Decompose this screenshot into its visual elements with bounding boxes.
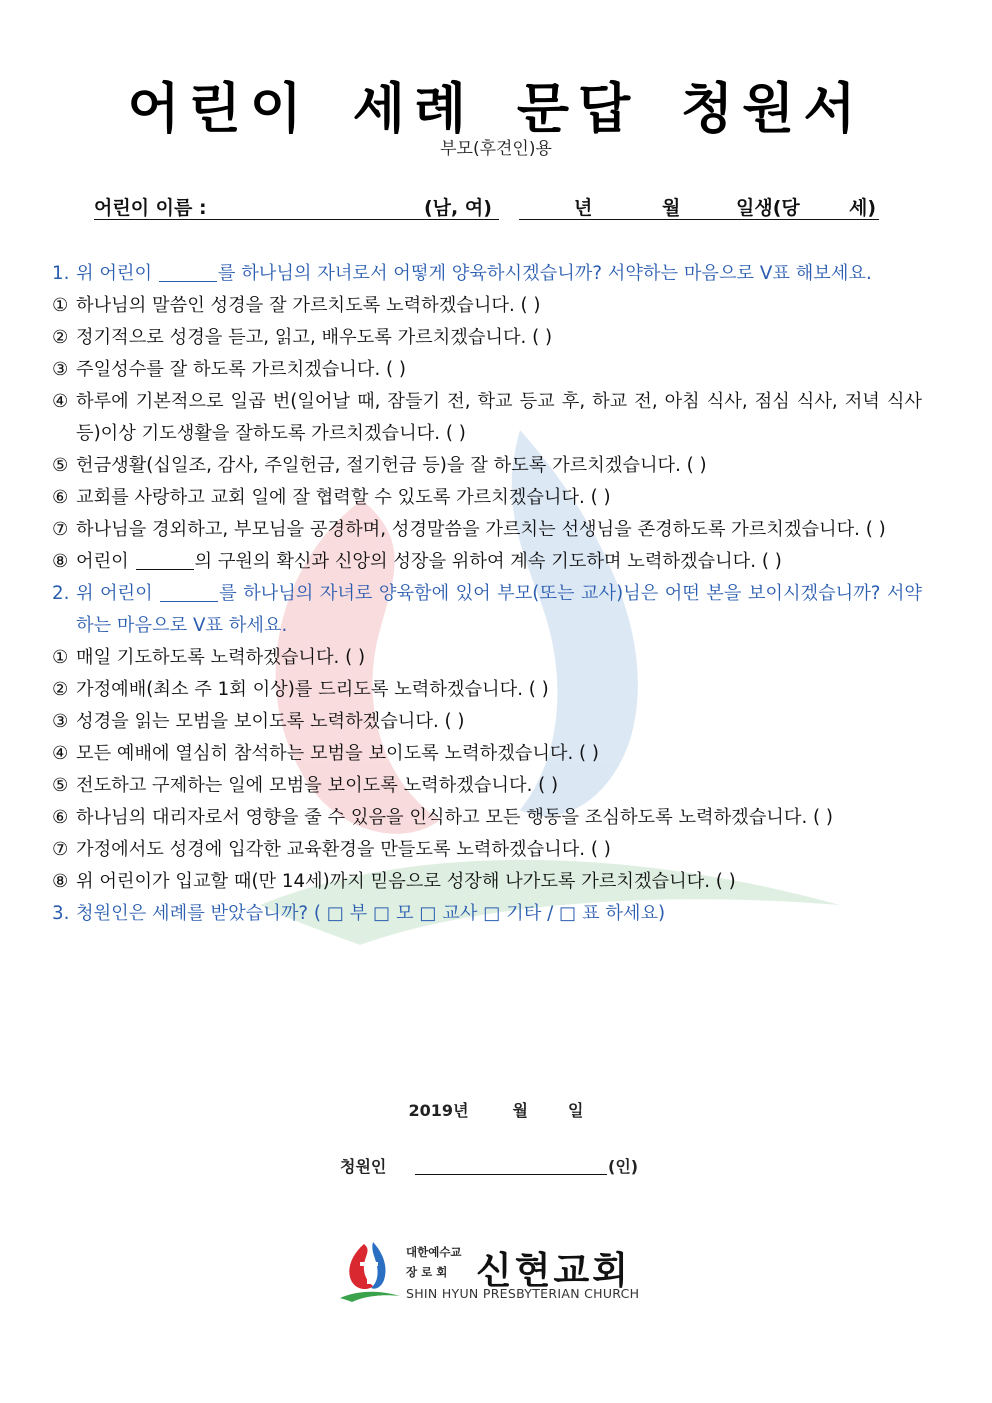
seal-label: (인)	[608, 1157, 639, 1176]
item-text: 매일 기도하도록 노력하겠습니다. ( )	[76, 647, 366, 668]
item-number: ⑦	[52, 839, 69, 860]
question-text-end: 를 하나님의 자녀로서 어떻게 양육하시겠습니까? 서약하는 마음으로 V표 해보세요.	[217, 263, 872, 284]
item-text: 하나님의 말씀인 성경을 잘 가르치도록 노력하겠습니다. ( )	[76, 295, 541, 316]
questions-body	[52, 258, 922, 930]
q1-item-2[interactable]	[52, 322, 922, 354]
q1-item-4[interactable]	[52, 386, 922, 450]
q2-item-3[interactable]	[52, 706, 922, 738]
question-text-end: 를 하나님의 자녀로 양육함에 있어 부모(또는 교사)님은 어떤 본을 보이시겠습니까? 서약하는 마음으로 V표 하세요.	[76, 583, 923, 636]
question-2	[52, 578, 922, 642]
item-text-start: 어린이	[76, 551, 135, 572]
item-number: ⑥	[52, 487, 69, 508]
birthdate-underline[interactable]	[519, 219, 879, 220]
item-number: ⑥	[52, 807, 69, 828]
age-label: 세)	[849, 197, 877, 219]
child-name-blank[interactable]	[160, 581, 218, 602]
q1-item-7[interactable]	[52, 514, 922, 546]
denomination-line-2: 장 로 회	[406, 1265, 448, 1279]
child-name-label: 어린이 이름 :	[94, 197, 207, 219]
item-number: ④	[52, 743, 69, 764]
item-number: ⑦	[52, 519, 69, 540]
q2-item-8[interactable]	[52, 866, 922, 898]
item-text: 하나님의 대리자로서 영향을 줄 수 있음을 인식하고 모든 행동을 조심하도록 노력하겠습니다. ( )	[76, 807, 833, 828]
q1-item-5[interactable]	[52, 450, 922, 482]
item-text: 교회를 사랑하고 교회 일에 잘 협력할 수 있도록 가르치겠습니다. ( )	[76, 487, 611, 508]
item-number: ③	[52, 359, 69, 380]
petitioner-label: 청원인	[340, 1157, 387, 1176]
item-number: ①	[52, 295, 69, 316]
question-text-start: 위 어린이	[76, 583, 160, 604]
signature-line[interactable]	[415, 1174, 607, 1175]
church-english-name: SHIN HYUN PRESBYTERIAN CHURCH	[406, 1286, 640, 1301]
question-number: 1.	[52, 263, 70, 284]
denomination-line-1: 대한예수교	[406, 1245, 462, 1259]
item-text: 전도하고 구제하는 일에 모범을 보이도록 노력하겠습니다. ( )	[76, 775, 559, 796]
q2-item-7[interactable]	[52, 834, 922, 866]
birth-month-label: 월	[662, 197, 681, 219]
item-text: 가정에서도 성경에 입각한 교육환경을 만들도록 노력하겠습니다. ( )	[76, 839, 611, 860]
item-text: 하루에 기본적으로 일곱 번(일어날 때, 잠들기 전, 학교 등교 후, 하교 전, 아침 식사, 점심 식사, 저녁 식사 등)이상 기도생활을 잘하도록 가르치겠습니다. ( )	[76, 391, 922, 444]
q1-item-6[interactable]	[52, 482, 922, 514]
q1-item-8[interactable]	[52, 546, 922, 578]
birth-year-label: 년	[574, 197, 593, 219]
item-text: 가정예배(최소 주 1회 이상)를 드리도록 노력하겠습니다. ( )	[76, 679, 549, 700]
church-logo	[340, 1238, 640, 1308]
church-name: 신현교회	[476, 1249, 631, 1292]
item-number: ②	[52, 679, 69, 700]
question-1	[52, 258, 922, 290]
item-text: 하나님을 경외하고, 부모님을 공경하며, 성경말씀을 가르치는 선생님을 존경하도록 가르치겠습니다. ( )	[76, 519, 886, 540]
question-text: 청원인은 세례를 받았습니까? ( □ 부 □ 모 □ 교사 □ 기타 / □ 표 하세요)	[76, 903, 666, 924]
q1-item-1[interactable]	[52, 290, 922, 322]
date-row	[0, 1098, 992, 1121]
form-title: 어린이 세례 문답 청원서	[127, 77, 865, 140]
child-name-blank[interactable]	[159, 261, 217, 282]
item-text: 위 어린이가 입교할 때(만 14세)까지 믿음으로 성장해 나가도록 가르치겠습니다. ( )	[76, 871, 736, 892]
item-number: ⑧	[52, 871, 69, 892]
q2-item-4[interactable]	[52, 738, 922, 770]
item-number: ①	[52, 647, 69, 668]
item-number: ④	[52, 391, 69, 412]
q1-item-3[interactable]	[52, 354, 922, 386]
q2-item-5[interactable]	[52, 770, 922, 802]
form-subtitle: 부모(후견인)용	[440, 139, 552, 159]
question-3[interactable]	[52, 898, 922, 930]
date-year: 2019년	[408, 1101, 469, 1120]
signature-row	[340, 1154, 660, 1182]
date-month: 월	[512, 1101, 528, 1120]
item-number: ⑤	[52, 455, 69, 476]
q2-item-2[interactable]	[52, 674, 922, 706]
item-number: ⑤	[52, 775, 69, 796]
flame-cross-icon	[340, 1238, 402, 1304]
date-day: 일	[568, 1101, 584, 1120]
item-text: 모든 예배에 열심히 참석하는 모범을 보이도록 노력하겠습니다. ( )	[76, 743, 600, 764]
child-name-blank[interactable]	[136, 549, 194, 570]
question-number: 3.	[52, 903, 70, 924]
item-text: 헌금생활(십일조, 감사, 주일헌금, 절기헌금 등)을 잘 하도록 가르치겠습니다. ( )	[76, 455, 707, 476]
q2-item-1[interactable]	[52, 642, 922, 674]
item-number: ⑧	[52, 551, 69, 572]
question-text-start: 위 어린이	[76, 263, 158, 284]
item-text-end: 의 구원의 확신과 신앙의 성장을 위하여 계속 기도하며 노력하겠습니다. ( )	[194, 551, 782, 572]
q2-item-6[interactable]	[52, 802, 922, 834]
birth-day-label: 일생(당	[736, 197, 800, 219]
item-number: ②	[52, 327, 69, 348]
item-text: 정기적으로 성경을 듣고, 읽고, 배우도록 가르치겠습니다. ( )	[76, 327, 553, 348]
item-number: ③	[52, 711, 69, 732]
question-number: 2.	[52, 583, 70, 604]
child-name-row	[94, 193, 884, 221]
item-text: 성경을 읽는 모범을 보이도록 노력하겠습니다. ( )	[76, 711, 465, 732]
gender-choice: (남, 여)	[424, 197, 492, 219]
item-text: 주일성수를 잘 하도록 가르치겠습니다. ( )	[76, 359, 406, 380]
